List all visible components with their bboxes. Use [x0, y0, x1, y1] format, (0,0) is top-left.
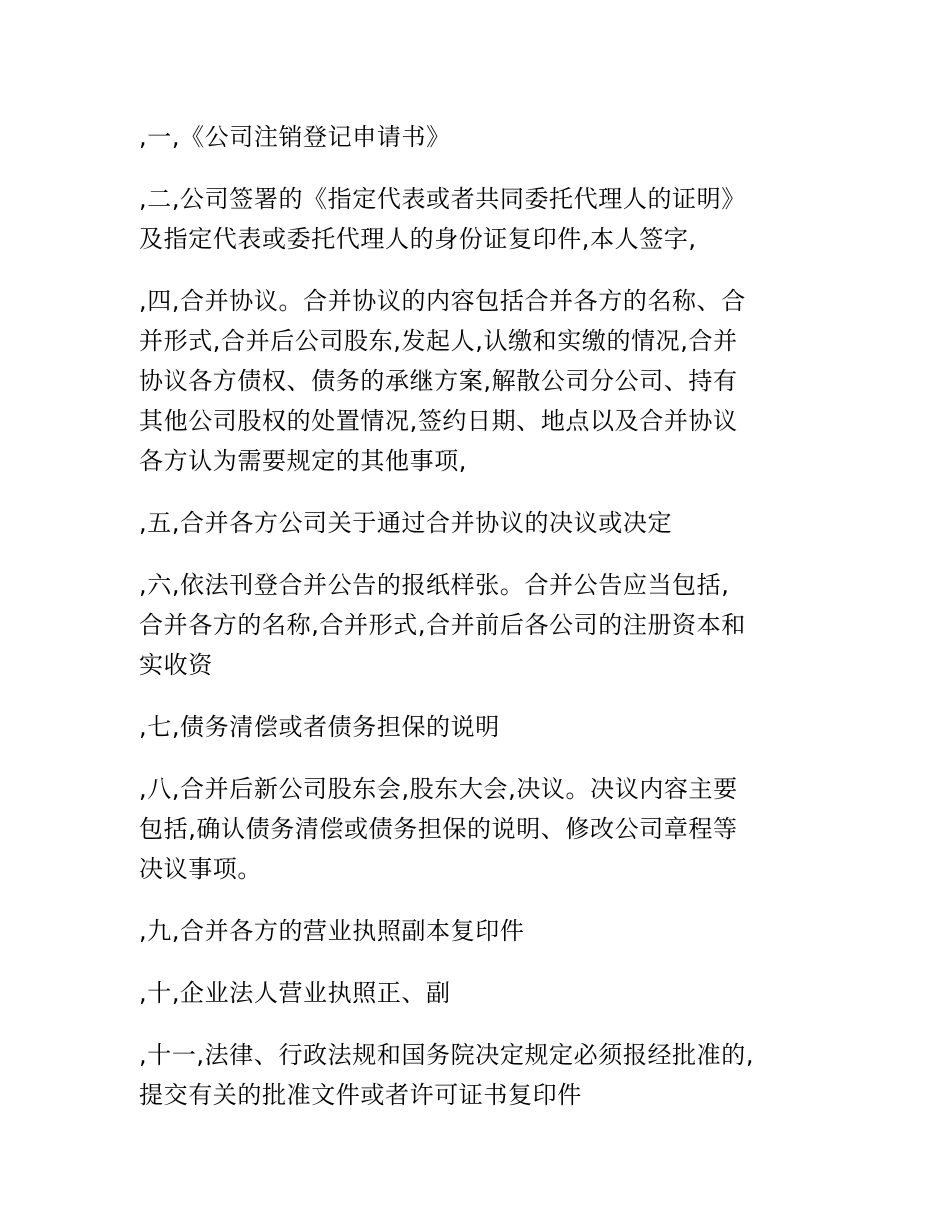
text-line: 实收资: [139, 651, 213, 679]
text-line: 协议各方债权、债务的承继方案,解散公司分公司、持有: [139, 367, 738, 395]
text-line: ,六,依法刊登合并公告的报纸样张。合并公告应当包括,: [139, 571, 730, 599]
text-line: ,二,公司签署的《指定代表或者共同委托代理人的证明》: [139, 185, 746, 213]
paragraph-1: [139, 117, 811, 157]
text-line: 合并各方的名称,合并形式,合并前后各公司的注册资本和: [139, 611, 746, 639]
document-body: [139, 117, 811, 1137]
text-line: ,十,企业法人营业执照正、副: [139, 979, 451, 1007]
text-line: 并形式,合并后公司股东,发起人,认缴和实缴的情况,合并: [139, 327, 738, 355]
text-line: ,四,合并协议。合并协议的内容包括合并各方的名称、合: [139, 287, 746, 315]
text-line: 决议事项。: [139, 855, 262, 883]
text-line: ,八,合并后新公司股东会,股东大会,决议。决议内容主要: [139, 775, 738, 803]
paragraph-10: [139, 973, 811, 1013]
text-line: ,七,债务清偿或者债务担保的说明: [139, 713, 500, 741]
paragraph-11: [139, 1035, 811, 1115]
text-line: ,一,《公司注销登记申请书》: [139, 123, 451, 151]
paragraph-6: [139, 565, 811, 685]
text-line: ,九,合并各方的营业执照副本复印件: [139, 917, 525, 945]
text-line: 各方认为需要规定的其他事项,: [139, 447, 468, 475]
text-line: ,十一,法律、行政法规和国务院决定规定必须报经批准的,: [139, 1041, 755, 1069]
text-line: 及指定代表或委托代理人的身份证复印件,本人签字,: [139, 225, 697, 253]
paragraph-5: [139, 503, 811, 543]
paragraph-2: [139, 179, 811, 259]
text-line: ,五,合并各方公司关于通过合并协议的决议或决定: [139, 509, 673, 537]
paragraph-4: [139, 281, 811, 481]
text-line: 提交有关的批准文件或者许可证书复印件: [139, 1081, 582, 1109]
text-line: 其他公司股权的处置情况,签约日期、地点以及合并协议: [139, 407, 738, 435]
paragraph-8: [139, 769, 811, 889]
text-line: 包括,确认债务清偿或债务担保的说明、修改公司章程等: [139, 815, 738, 843]
paragraph-7: [139, 707, 811, 747]
paragraph-9: [139, 911, 811, 951]
